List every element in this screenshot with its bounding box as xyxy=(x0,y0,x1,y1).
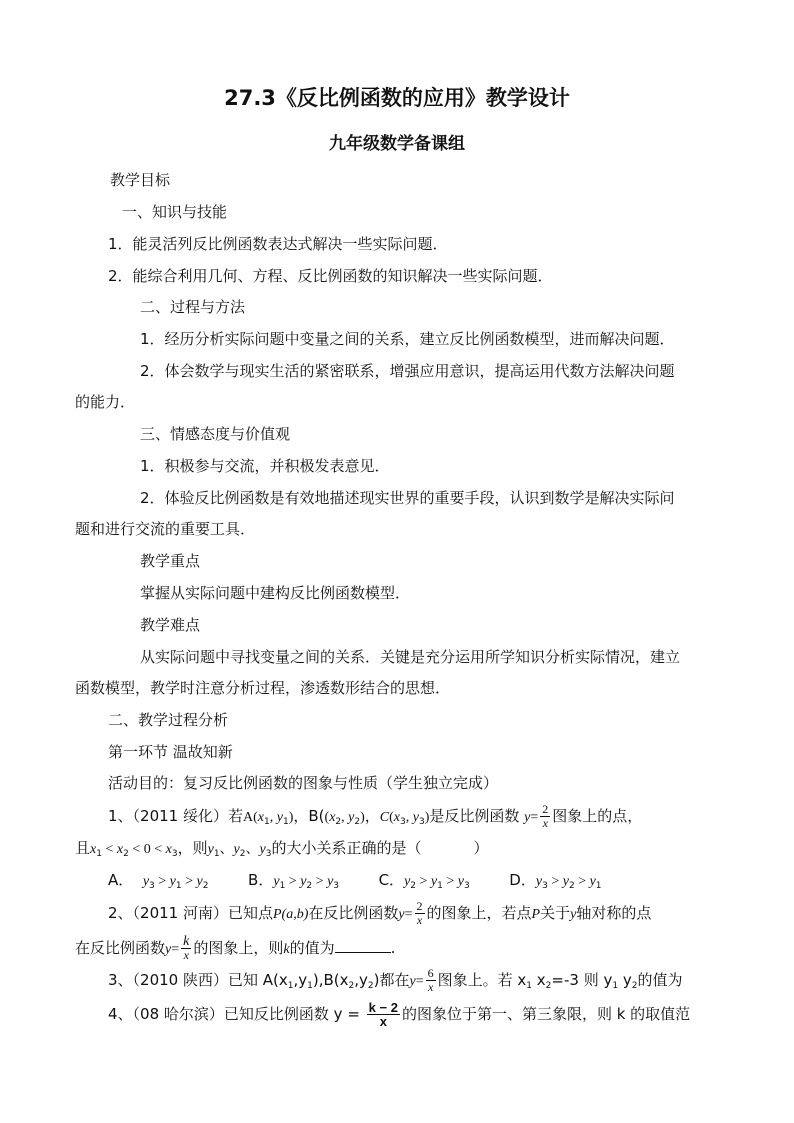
answer-blank[interactable] xyxy=(335,938,391,953)
attitude-item-2: 2．体验反比例函数是有效地描述现实世界的重要手段，认识到数学是解决实际问 xyxy=(140,489,675,507)
q1-point-a-label: A( xyxy=(243,810,258,825)
knowledge-item-1: 1．能灵活列反比例函数表达式解决一些实际问题． xyxy=(108,235,448,253)
objectives-heading: 教学目标 xyxy=(110,171,171,189)
q3-fraction: $\frac{6}{x}$ xyxy=(427,966,434,994)
activity-purpose: 活动目的：复习反比例函数的图象与性质（学生独立完成） xyxy=(108,774,499,792)
process-item-2-cont: 的能力． xyxy=(75,393,136,411)
process-item-1: 1．经历分析实际问题中变量之间的关系，建立反比例函数模型，进而解决问题． xyxy=(140,330,675,348)
question-1-options: A． $y_3 > y_1 > y_2$ B．$y_1 > y_2 > y_3$ C．$y_2 > y_1 > y_3$ D．$y_3 > y_2 > y_1$ xyxy=(108,871,602,891)
option-c: C． xyxy=(378,871,405,889)
q1-sep: ， xyxy=(364,807,380,825)
question-1: 1、（2011 绥化）若$A(x_1$, $y_1$)，$B((x_2$, $y_2$)，$C(x_3$, $y_3$)是反比例函数 y= $\frac{2}{x}$ 图象上的点， xyxy=(108,802,643,830)
document-title: 27.3《反比例函数的应用》教学设计 xyxy=(224,86,570,110)
section-process-method: 二、过程与方法 xyxy=(140,298,246,316)
knowledge-item-2: 2．能综合利用几何、方程、反比例函数的知识解决一些实际问题． xyxy=(108,267,553,285)
q2-fraction-1: $\frac{2}{x}$ xyxy=(416,899,423,927)
difficulty-heading: 教学难点 xyxy=(140,616,201,634)
section-attitude: 三、情感态度与价值观 xyxy=(140,425,291,443)
process-heading: 二、教学过程分析 xyxy=(108,711,229,729)
document-subtitle: 九年级数学备课组 xyxy=(329,134,465,154)
key-point-heading: 教学重点 xyxy=(140,552,201,570)
question-4: 4、（08 哈尔滨）已知反比例函数 y = $\frac{k - 2}{x}$ 的图象位于第一、第三象限，则 k 的取值范 xyxy=(108,1000,691,1029)
q1-mid: 是反比例函数 xyxy=(429,807,520,825)
question-1-condition: 且$x_1 < x_2 < 0 < x_3$，则$y_1$、$y_2$、$y_3$的大小关系正确的是（ ） xyxy=(75,839,489,859)
option-a: A． xyxy=(108,871,134,889)
difficulty-text: 从实际问题中寻找变量之间的关系．关键是充分运用所学知识分析实际情况，建立 xyxy=(140,648,681,666)
difficulty-text-cont: 函数模型，教学时注意分析过程，渗透数形结合的思想． xyxy=(75,679,451,697)
attitude-item-1: 1．积极参与交流，并积极发表意见． xyxy=(140,457,390,475)
q1-source: 1、（2011 绥化）若 xyxy=(108,807,243,825)
question-2-cont: 在反比例函数y= $\frac{k}{x}$ 的图象上，则k的值为 . xyxy=(75,934,396,962)
q1-fraction: $\frac{2}{x}$ xyxy=(542,802,549,830)
stage-1-heading: 第一环节 温故知新 xyxy=(108,743,233,761)
process-item-2: 2．体会数学与现实生活的紧密联系，增强应用意识，提高运用代数方法解决问题 xyxy=(140,362,675,380)
q4-fraction: $\frac{k - 2}{x}$ xyxy=(368,1000,398,1029)
section-knowledge: 一、知识与技能 xyxy=(122,203,228,221)
q2-fraction-2: $\frac{k}{x}$ xyxy=(183,934,190,962)
q1-end: 图象上的点， xyxy=(552,807,643,825)
q1-point-b-label: ，B( xyxy=(293,807,325,825)
question-3: 3、（2010 陕西）已知 $A(x_1,y_1),B(x_2,y_2)$都在y= $\frac{6}{x}$ 图象上。若 $x_1$ $x_2=-3$ 则 $y_1$ $y_2$的值为 xyxy=(108,966,683,994)
option-d: D． xyxy=(509,871,536,889)
key-point-text: 掌握从实际问题中建构反比例函数模型． xyxy=(140,584,411,602)
attitude-item-2-cont: 题和进行交流的重要工具． xyxy=(75,520,256,538)
question-2: 2、（2011 河南）已知点P(a,b)在反比例函数y= $\frac{2}{x}$ 的图象上，若点P关于y轴对称的点 xyxy=(108,899,652,927)
option-b: B． xyxy=(248,871,274,889)
